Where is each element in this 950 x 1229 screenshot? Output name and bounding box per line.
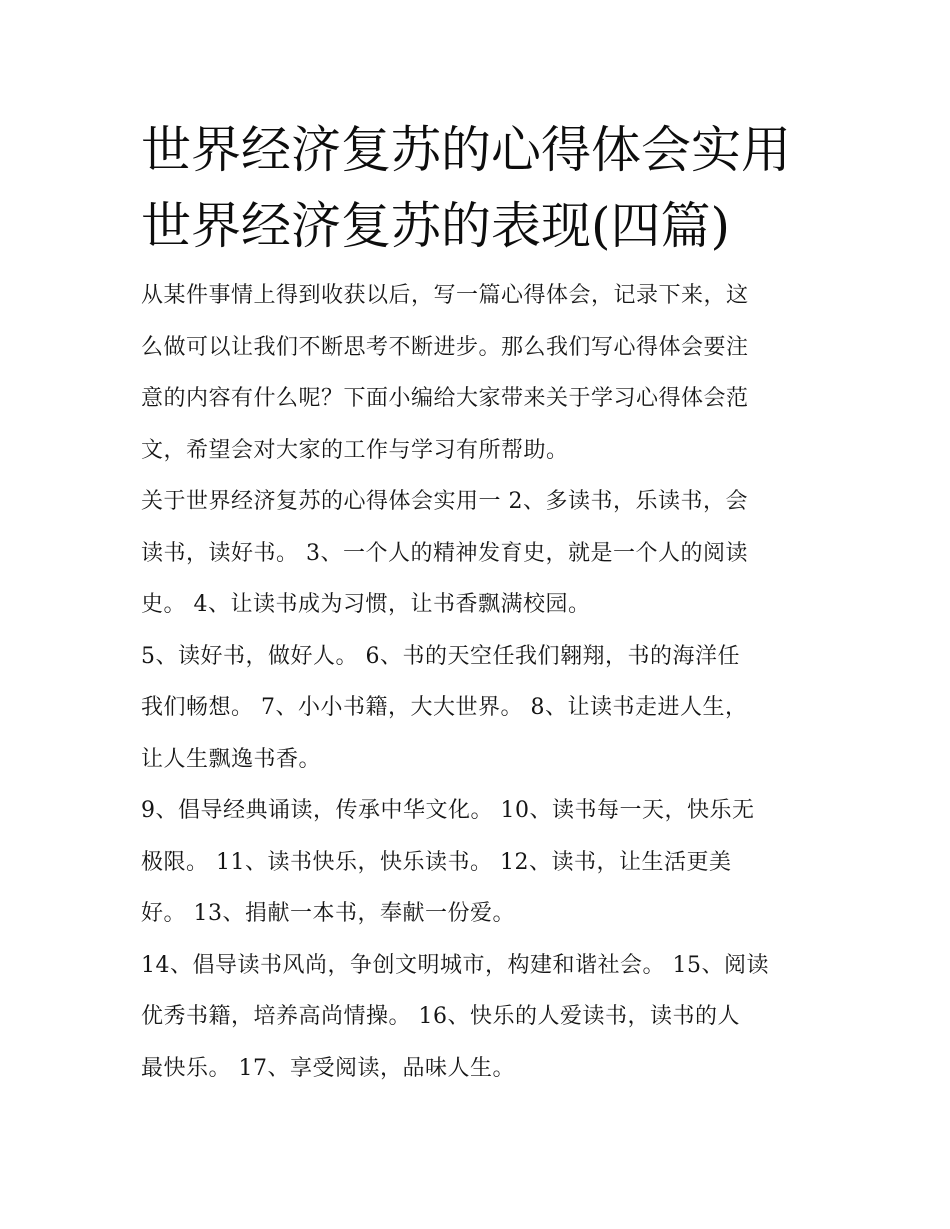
paragraph-line: 史。 4、让读书成为习惯，让书香飘满校园。 xyxy=(141,592,591,617)
document-content xyxy=(141,112,813,1094)
paragraph-line: 让人生飘逸书香。 xyxy=(141,746,322,772)
paragraph-line: 优秀书籍，培养高尚情操。 16、快乐的人爱读书，读书的人 xyxy=(141,1004,740,1029)
slogan-paragraph-4 xyxy=(141,940,813,1095)
paragraph-line: 意的内容有什么呢？下面小编给大家带来关于学习心得体会范 xyxy=(141,386,749,411)
paragraph-line: 极限。 11、读书快乐，快乐读书。 12、读书，让生活更美 xyxy=(141,849,732,875)
paragraph-line: 读书，读好书。 3、一个人的精神发育史，就是一个人的阅读 xyxy=(141,540,748,566)
document-body xyxy=(141,270,813,1094)
document-title xyxy=(141,112,813,264)
slogan-paragraph-3 xyxy=(141,785,813,940)
paragraph-line: 我们畅想。 7、小小书籍，大大世界。 8、让读书走进人生， xyxy=(141,695,748,720)
intro-paragraph xyxy=(141,270,813,476)
paragraph-line: 么做可以让我们不断思考不断进步。那么我们写心得体会要注 xyxy=(141,334,749,360)
title-line-1: 世界经济复苏的心得体会实用 xyxy=(141,121,791,179)
paragraph-line: 文，希望会对大家的工作与学习有所帮助。 xyxy=(141,437,569,463)
paragraph-line: 从某件事情上得到收获以后，写一篇心得体会，记录下来，这 xyxy=(141,283,749,308)
paragraph-line: 好。 13、捐献一本书，奉献一份爱。 xyxy=(141,901,515,926)
paragraph-line: 最快乐。 17、享受阅读，品味人生。 xyxy=(141,1055,515,1081)
paragraph-line: 14、倡导读书风尚，争创文明城市，构建和谐社会。 15、阅读 xyxy=(141,952,769,978)
paragraph-line: 9、倡导经典诵读，传承中华文化。 10、读书每一天，快乐无 xyxy=(141,798,755,823)
slogan-paragraph-2 xyxy=(141,631,813,786)
slogan-paragraph-1 xyxy=(141,476,813,631)
paragraph-line: 关于世界经济复苏的心得体会实用一 2、多读书，乐读书，会 xyxy=(141,489,748,514)
paragraph-line: 5、读好书，做好人。 6、书的天空任我们翱翔，书的海洋任 xyxy=(141,643,740,669)
title-line-2: 世界经济复苏的表现(四篇) xyxy=(141,197,731,255)
